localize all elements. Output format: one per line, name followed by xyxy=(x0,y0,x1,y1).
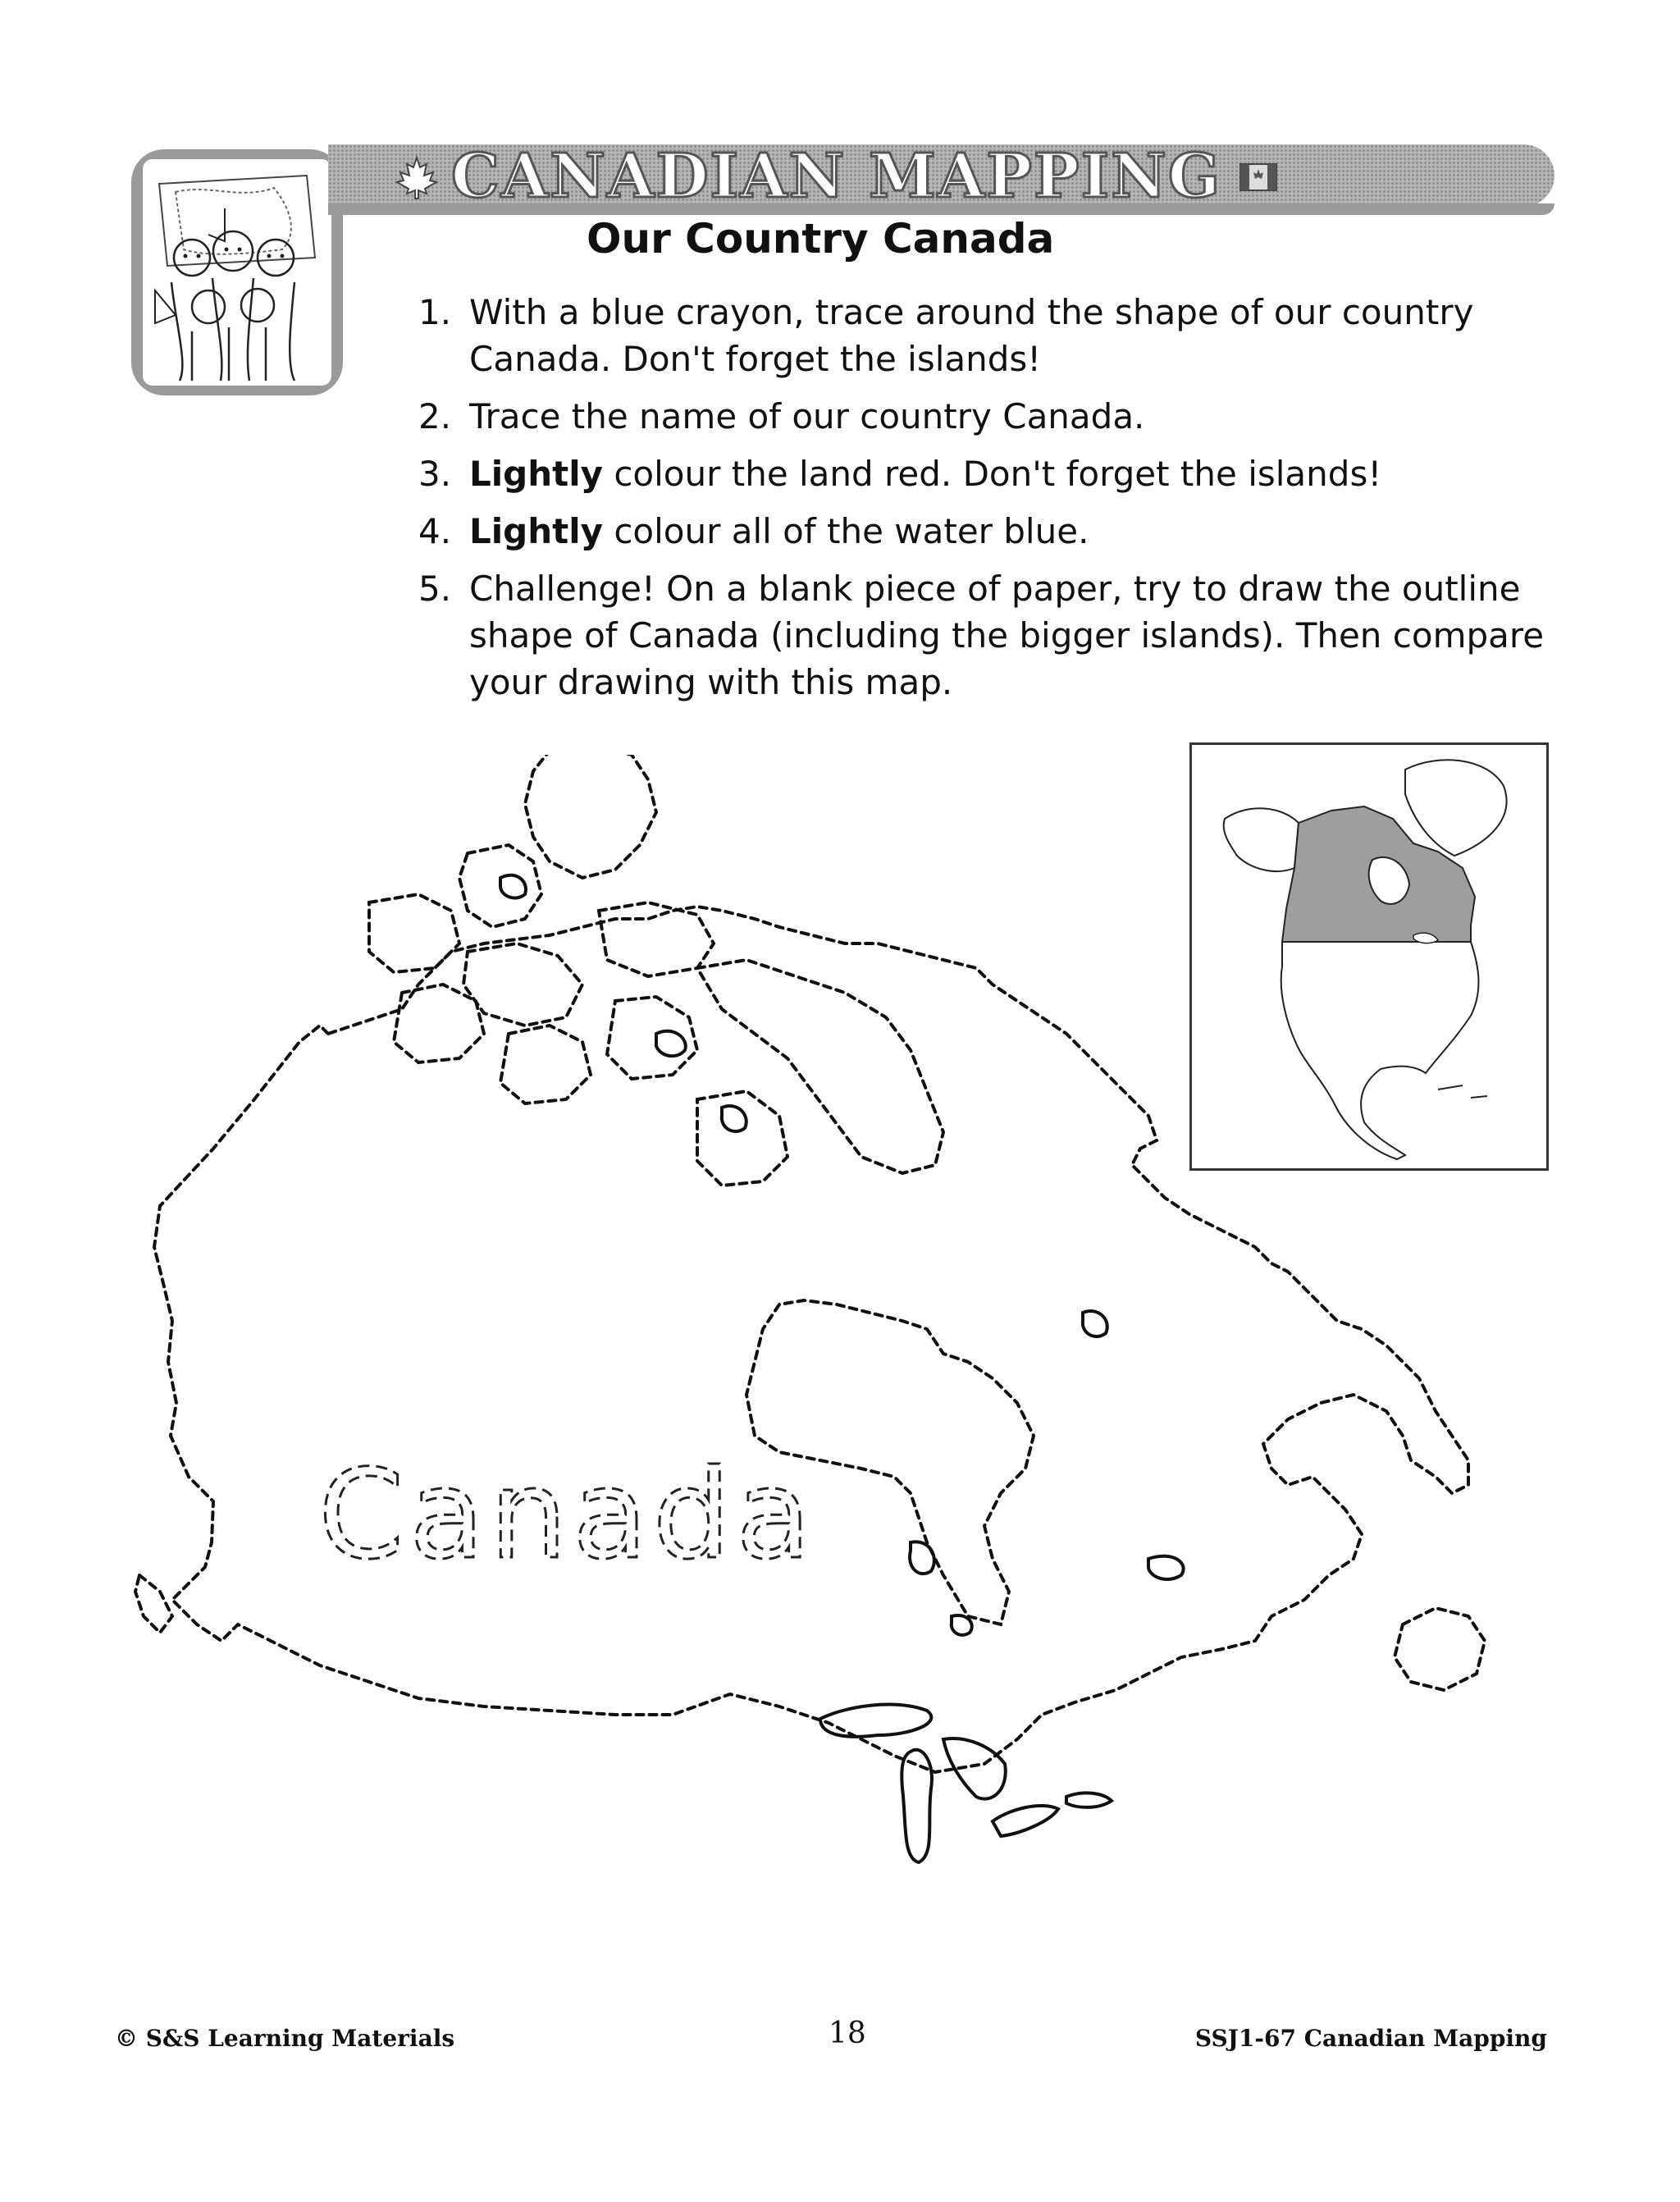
instruction-text: Trace the name of our country Canada. xyxy=(469,396,1145,436)
trace-word-canada: Canada xyxy=(318,1444,816,1587)
instruction-bold-word: Lightly xyxy=(469,511,603,551)
maple-leaf-icon xyxy=(394,154,440,200)
baffin-island-outline xyxy=(697,960,943,1173)
instruction-bold-word: Lightly xyxy=(469,454,603,494)
small-island-outline xyxy=(656,1031,686,1056)
instruction-text: Challenge! On a blank piece of paper, try to draw the outline shape of Canada (including the bigger islands). Then compare your drawing with this map. xyxy=(469,569,1545,702)
inset-map-graphic xyxy=(1192,745,1546,1168)
arctic-island-outline xyxy=(369,894,459,972)
instruction-text-container xyxy=(469,450,1550,497)
banner-title: CANADIAN MAPPING xyxy=(451,141,1222,212)
instruction-number: 4. xyxy=(418,511,452,551)
footer-book-code: SSJ1-67 Canadian Mapping xyxy=(1194,2025,1547,2052)
instruction-item xyxy=(418,508,1550,555)
arctic-island-outline xyxy=(463,943,582,1026)
instruction-number: 3. xyxy=(418,454,452,494)
arctic-island-outline xyxy=(599,902,714,976)
instruction-number: 2. xyxy=(418,396,452,436)
instruction-text: colour all of the water blue. xyxy=(602,511,1089,551)
footer-copyright: © S&S Learning Materials xyxy=(115,2025,455,2052)
instruction-item xyxy=(418,450,1550,497)
small-island-outline xyxy=(722,1106,746,1131)
instruction-number: 5. xyxy=(418,569,452,609)
children-with-map-illustration xyxy=(143,159,331,386)
header-thumbnail-frame xyxy=(131,149,343,395)
arctic-island-outline xyxy=(500,1026,591,1103)
page-title: Our Country Canada xyxy=(587,215,1055,263)
arctic-island-outline xyxy=(697,1091,788,1186)
arctic-island-outline xyxy=(394,985,484,1062)
flag-icon xyxy=(1239,161,1278,194)
vancouver-island-outline xyxy=(135,1575,172,1633)
children-illustration-icon xyxy=(143,159,331,386)
instruction-number: 1. xyxy=(418,292,452,332)
instruction-text: colour the land red. Don't forget the islands! xyxy=(602,454,1382,494)
small-island-outline xyxy=(952,1615,972,1635)
great-lakes-outline xyxy=(820,1705,1112,1862)
arctic-island-outline xyxy=(525,755,656,878)
small-island-outline xyxy=(1083,1311,1107,1336)
small-island-outline xyxy=(1148,1556,1184,1579)
page-number: 18 xyxy=(829,2017,866,2050)
instructions-list xyxy=(418,289,1550,716)
small-island-outline xyxy=(500,875,526,898)
hudson-bay-outline xyxy=(746,1300,1034,1624)
instruction-item xyxy=(418,565,1550,706)
instruction-text: With a blue crayon, trace around the shape of our country Canada. Don't forget the islands! xyxy=(469,292,1474,379)
newfoundland-outline xyxy=(1395,1608,1485,1690)
north-america-inset-map xyxy=(1189,742,1549,1171)
instruction-item xyxy=(418,393,1550,440)
instruction-item xyxy=(418,289,1550,382)
instruction-text-container xyxy=(469,508,1550,555)
small-island-outline xyxy=(910,1542,934,1574)
